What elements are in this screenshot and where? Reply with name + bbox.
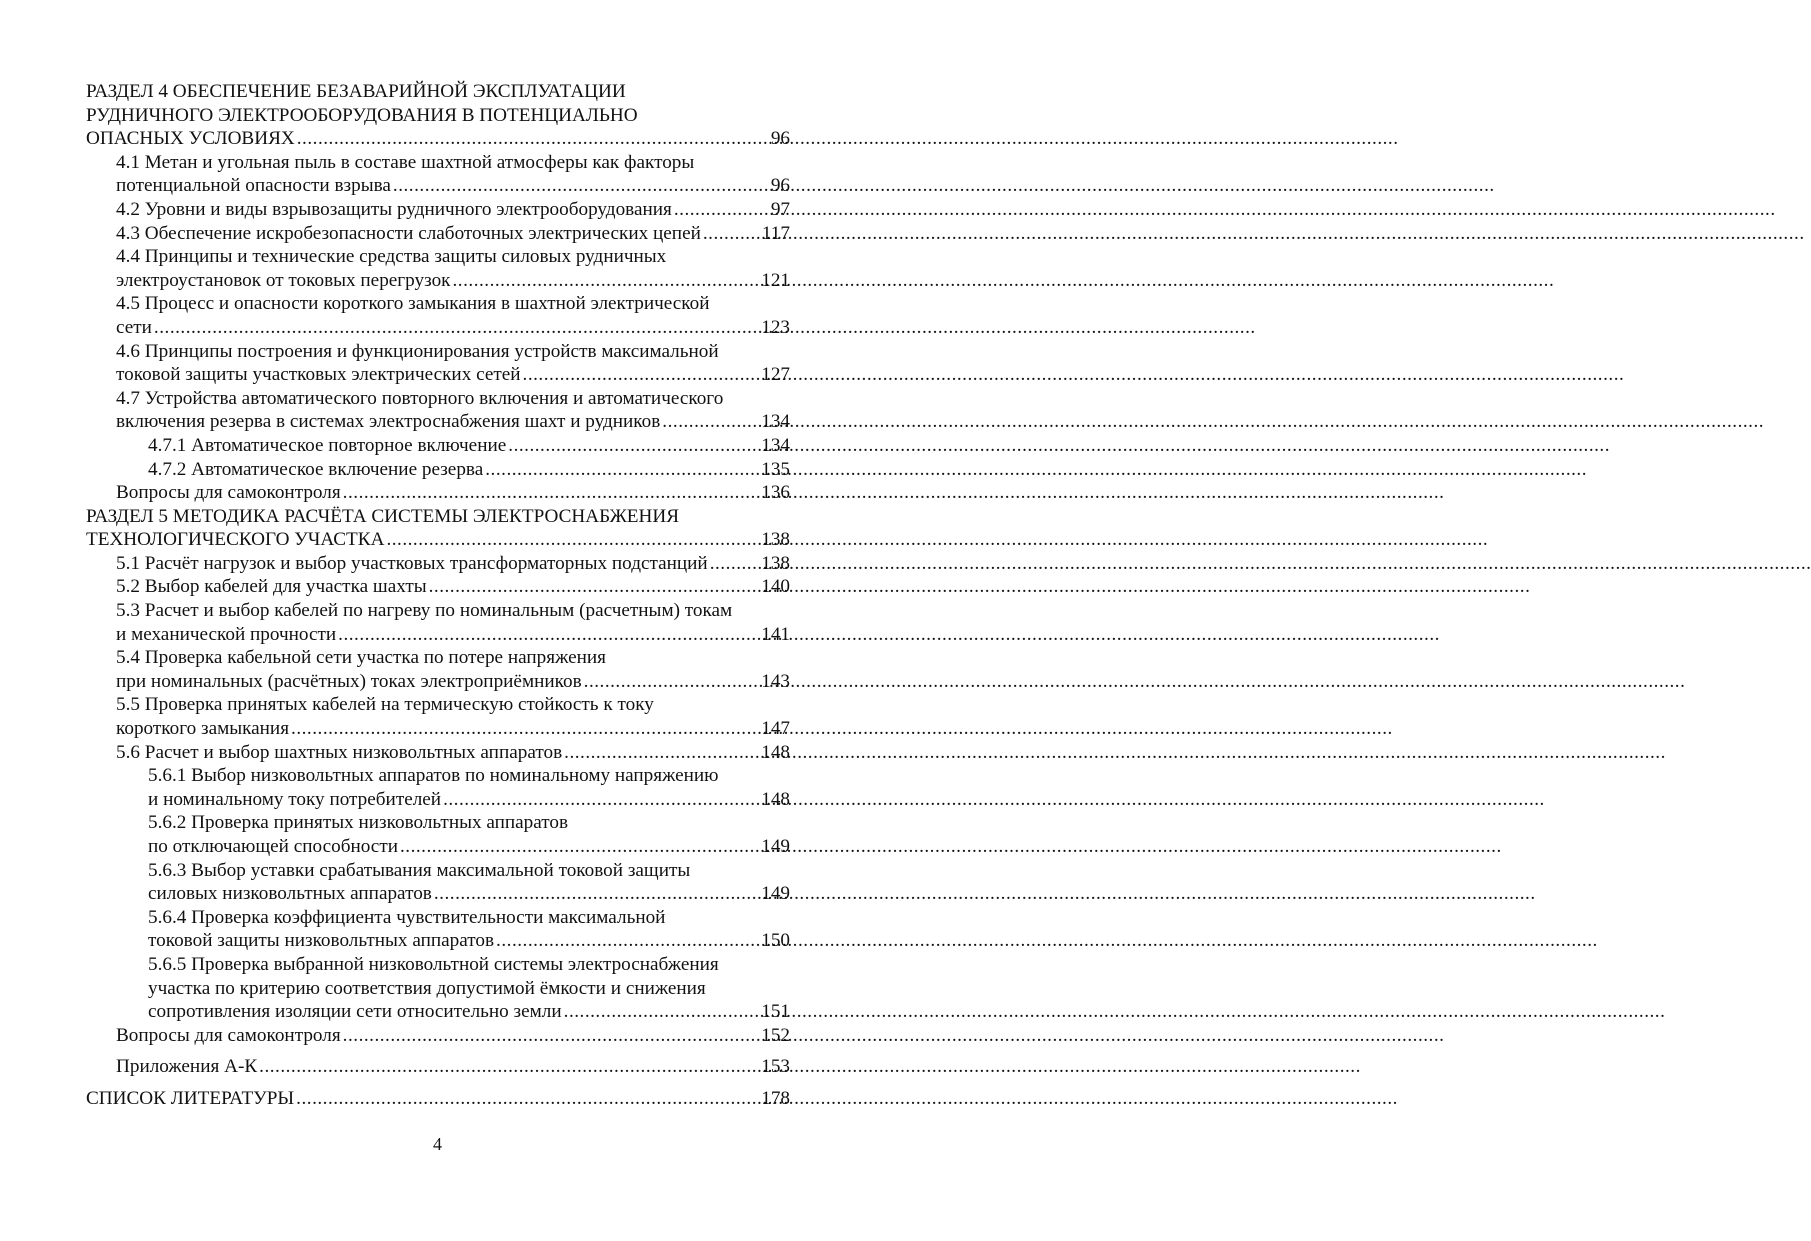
toc-line	[116, 387, 790, 411]
toc-entry[interactable]	[116, 340, 790, 387]
toc-line	[148, 835, 790, 859]
toc-line	[148, 882, 790, 906]
toc-entry-title: 5.6.5 Проверка выбранной низковольтной системы электроснабжения	[148, 953, 719, 975]
toc-entry-title: 5.6.3 Выбор уставки срабатывания максимальной токовой защиты	[148, 859, 691, 881]
toc-entry[interactable]	[116, 741, 790, 765]
dot-leader	[662, 410, 758, 434]
toc-entry[interactable]	[116, 387, 790, 434]
toc-entry-title: 4.2 Уровни и виды взрывозащиты рудничного электрооборудования	[116, 198, 672, 220]
toc-entry-title: 4.5 Процесс и опасности короткого замыкания в шахтной электрической	[116, 293, 710, 315]
toc-entry-title: 4.7.1 Автоматическое повторное включение	[148, 434, 507, 456]
toc-entry-title: участка по критерию соответствия допустимой ёмкости и снижения	[148, 977, 706, 999]
toc-line	[148, 929, 790, 953]
toc-entry[interactable]	[148, 859, 790, 906]
toc-entry[interactable]	[116, 245, 790, 292]
toc-entry-title: СПИСОК ЛИТЕРАТУРЫ	[86, 1087, 295, 1109]
toc-line	[86, 505, 790, 529]
toc-entry[interactable]	[148, 434, 790, 458]
toc-spacer	[86, 1047, 790, 1055]
toc-page-number: 140	[761, 576, 790, 598]
toc-entry-title: потенциальной опасности взрыва	[116, 175, 391, 197]
dot-leader	[296, 1087, 758, 1111]
dot-leader	[496, 929, 758, 953]
toc-entry-title: и механической прочности	[116, 623, 337, 645]
toc-line	[148, 434, 790, 458]
dot-leader	[523, 363, 759, 387]
toc-line	[86, 1087, 790, 1111]
toc-entry-title: ТЕХНОЛОГИЧЕСКОГО УЧАСТКА	[86, 529, 385, 551]
toc-entry[interactable]	[86, 80, 790, 151]
toc-line	[116, 670, 790, 694]
toc-page-number: 153	[761, 1056, 790, 1078]
toc-line	[116, 552, 790, 576]
toc-page-number: 147	[761, 718, 790, 740]
document-page	[0, 0, 875, 1241]
toc-entry-title: сети	[116, 316, 152, 338]
toc-entry-title: включения резерва в системах электроснабжения шахт и рудников	[116, 411, 661, 433]
toc-page-number: 138	[761, 529, 790, 551]
toc-line	[148, 953, 790, 977]
toc-entry-title: 5.6.1 Выбор низковольтных аппаратов по номинальному напряжению	[148, 765, 719, 787]
toc-entry[interactable]	[116, 222, 790, 246]
toc-entry[interactable]	[116, 198, 790, 222]
toc-entry[interactable]	[116, 575, 790, 599]
toc-entry[interactable]	[116, 1024, 790, 1048]
toc-line	[148, 906, 790, 930]
toc-entry-title: РУДНИЧНОГО ЭЛЕКТРООБОРУДОВАНИЯ В ПОТЕНЦИАЛЬНО	[86, 104, 638, 126]
toc-line	[116, 292, 790, 316]
toc-page-number: 178	[761, 1087, 790, 1109]
toc-entry-title: и номинальному току потребителей	[148, 788, 442, 810]
dot-leader	[710, 552, 759, 576]
toc-entry-title: сопротивления изоляции сети относительно земли	[148, 1001, 562, 1023]
toc-entry[interactable]	[86, 505, 790, 552]
toc-entry-title: 4.1 Метан и угольная пыль в составе шахтной атмосферы как факторы	[116, 151, 695, 173]
toc-page-number: 152	[761, 1024, 790, 1046]
toc-entry-title: 5.6 Расчет и выбор шахтных низковольтных аппаратов	[116, 741, 563, 763]
toc-entry[interactable]	[148, 906, 790, 953]
toc-page-number: 97	[770, 198, 790, 220]
toc-entry[interactable]	[116, 693, 790, 740]
toc-line	[116, 151, 790, 175]
toc-page-number: 134	[761, 411, 790, 433]
toc-page-number: 135	[761, 458, 790, 480]
toc-page-number: 96	[770, 128, 790, 150]
dot-leader	[154, 316, 758, 340]
toc-line	[116, 174, 790, 198]
toc-line	[148, 458, 790, 482]
toc-line	[148, 1000, 790, 1024]
toc-entry[interactable]	[86, 1087, 790, 1111]
toc-entry[interactable]	[148, 458, 790, 482]
toc-line	[148, 764, 790, 788]
toc-line	[86, 80, 790, 104]
toc-page-number: 148	[761, 788, 790, 810]
toc-entry-title: 5.4 Проверка кабельной сети участка по потере напряжения	[116, 647, 606, 669]
dot-leader	[343, 1024, 759, 1048]
toc-entry[interactable]	[116, 646, 790, 693]
toc-page-number: 134	[761, 434, 790, 456]
dot-leader	[338, 623, 758, 647]
dot-leader	[343, 481, 759, 505]
dot-leader	[485, 458, 758, 482]
toc-page-number: 138	[761, 552, 790, 574]
toc-entry-title: токовой защиты участковых электрических сетей	[116, 364, 521, 386]
toc-line	[116, 363, 790, 387]
dot-leader	[443, 788, 758, 812]
dot-leader	[584, 670, 759, 694]
toc-page-number: 136	[761, 482, 790, 504]
toc-entry-title: 4.7 Устройства автоматического повторного включения и автоматического	[116, 387, 724, 409]
dot-leader	[453, 269, 759, 293]
toc-entry-title: ОПАСНЫХ УСЛОВИЯХ	[86, 128, 295, 150]
toc-line	[86, 528, 790, 552]
toc-entry-title: 5.5 Проверка принятых кабелей на термическую стойкость к току	[116, 694, 654, 716]
toc-entry-title: 4.7.2 Автоматическое включение резерва	[148, 458, 484, 480]
dot-leader	[393, 174, 768, 198]
toc-entry-title: Приложения А-К	[116, 1056, 258, 1078]
table-of-contents	[86, 80, 790, 1111]
toc-page-number: 127	[761, 364, 790, 386]
toc-page-number: 150	[761, 930, 790, 952]
toc-entry[interactable]	[148, 953, 790, 1024]
dot-leader	[297, 127, 768, 151]
toc-line	[116, 198, 790, 222]
toc-entry-title: 5.1 Расчёт нагрузок и выбор участковых трансформаторных подстанций	[116, 552, 708, 574]
toc-line	[116, 481, 790, 505]
toc-entry-title: РАЗДЕЛ 4 ОБЕСПЕЧЕНИЕ БЕЗАВАРИЙНОЙ ЭКСПЛУАТАЦИИ	[86, 81, 626, 102]
toc-page-number: 117	[761, 222, 790, 244]
toc-entry[interactable]	[116, 552, 790, 576]
toc-line	[116, 646, 790, 670]
dot-leader	[564, 741, 758, 765]
toc-entry-title: по отключающей способности	[148, 836, 398, 857]
toc-line	[116, 623, 790, 647]
toc-entry[interactable]	[116, 151, 790, 198]
toc-line	[148, 811, 790, 835]
toc-line	[148, 859, 790, 883]
toc-page-number: 149	[761, 836, 790, 857]
toc-entry-title: при номинальных (расчётных) токах электроприёмников	[116, 670, 582, 692]
toc-line	[116, 410, 790, 434]
toc-line	[148, 977, 790, 1001]
toc-spacer	[86, 1079, 790, 1087]
toc-entry[interactable]	[116, 1055, 790, 1079]
toc-entry-title: короткого замыкания	[116, 718, 290, 740]
toc-line	[116, 575, 790, 599]
toc-line	[116, 316, 790, 340]
toc-entry[interactable]	[148, 811, 790, 858]
toc-line	[116, 222, 790, 246]
dot-leader	[508, 434, 758, 458]
toc-page-number: 121	[761, 269, 790, 291]
toc-entry[interactable]	[116, 481, 790, 505]
toc-entry-title: Вопросы для самоконтроля	[116, 1024, 341, 1046]
toc-line	[116, 717, 790, 741]
dot-leader	[259, 1055, 758, 1079]
toc-entry-title: 5.6.4 Проверка коэффициента чувствительности максимальной	[148, 906, 666, 928]
dot-leader	[564, 1000, 759, 1024]
toc-line	[116, 269, 790, 293]
toc-entry-title: РАЗДЕЛ 5 МЕТОДИКА РАСЧЁТА СИСТЕМЫ ЭЛЕКТРОСНАБЖЕНИЯ	[86, 505, 680, 527]
toc-line	[148, 788, 790, 812]
dot-leader	[703, 222, 759, 246]
toc-page-number: 151	[761, 1001, 790, 1023]
toc-line	[116, 599, 790, 623]
dot-leader	[674, 198, 768, 222]
toc-entry-title: 5.3 Расчет и выбор кабелей по нагреву по номинальным (расчетным) токам	[116, 600, 733, 622]
toc-entry[interactable]	[116, 292, 790, 339]
dot-leader	[386, 528, 758, 552]
toc-entry-title: электроустановок от токовых перегрузок	[116, 269, 451, 291]
toc-page-number: 141	[761, 623, 790, 645]
dot-leader	[400, 835, 758, 859]
toc-line	[116, 741, 790, 765]
toc-line	[116, 245, 790, 269]
toc-entry-title: 4.6 Принципы построения и функционирования устройств максимальной	[116, 340, 719, 362]
dot-leader	[429, 575, 759, 599]
toc-entry-title: силовых низковольтных аппаратов	[148, 883, 432, 905]
toc-entry[interactable]	[116, 599, 790, 646]
toc-page-number: 148	[761, 741, 790, 763]
toc-line	[116, 693, 790, 717]
toc-line	[86, 127, 790, 151]
toc-line	[116, 1024, 790, 1048]
toc-entry-title: 5.2 Выбор кабелей для участка шахты	[116, 576, 427, 598]
dot-leader	[291, 717, 758, 741]
toc-page-number: 149	[761, 883, 790, 905]
toc-line	[116, 340, 790, 364]
dot-leader	[434, 882, 758, 906]
toc-entry-title: 4.4 Принципы и технические средства защиты силовых рудничных	[116, 246, 667, 268]
toc-line	[86, 104, 790, 128]
toc-line	[116, 1055, 790, 1079]
toc-page-number: 123	[761, 316, 790, 338]
page-number: 4	[433, 1134, 442, 1154]
toc-entry-title: 4.3 Обеспечение искробезопасности слаботочных электрических цепей	[116, 222, 701, 244]
toc-page-number: 143	[761, 670, 790, 692]
toc-entry-title: токовой защиты низковольтных аппаратов	[148, 930, 495, 952]
toc-entry-title: 5.6.2 Проверка принятых низковольтных аппаратов	[148, 812, 569, 834]
toc-entry[interactable]	[148, 764, 790, 811]
toc-entry-title: Вопросы для самоконтроля	[116, 482, 341, 504]
toc-page-number: 96	[770, 175, 790, 197]
